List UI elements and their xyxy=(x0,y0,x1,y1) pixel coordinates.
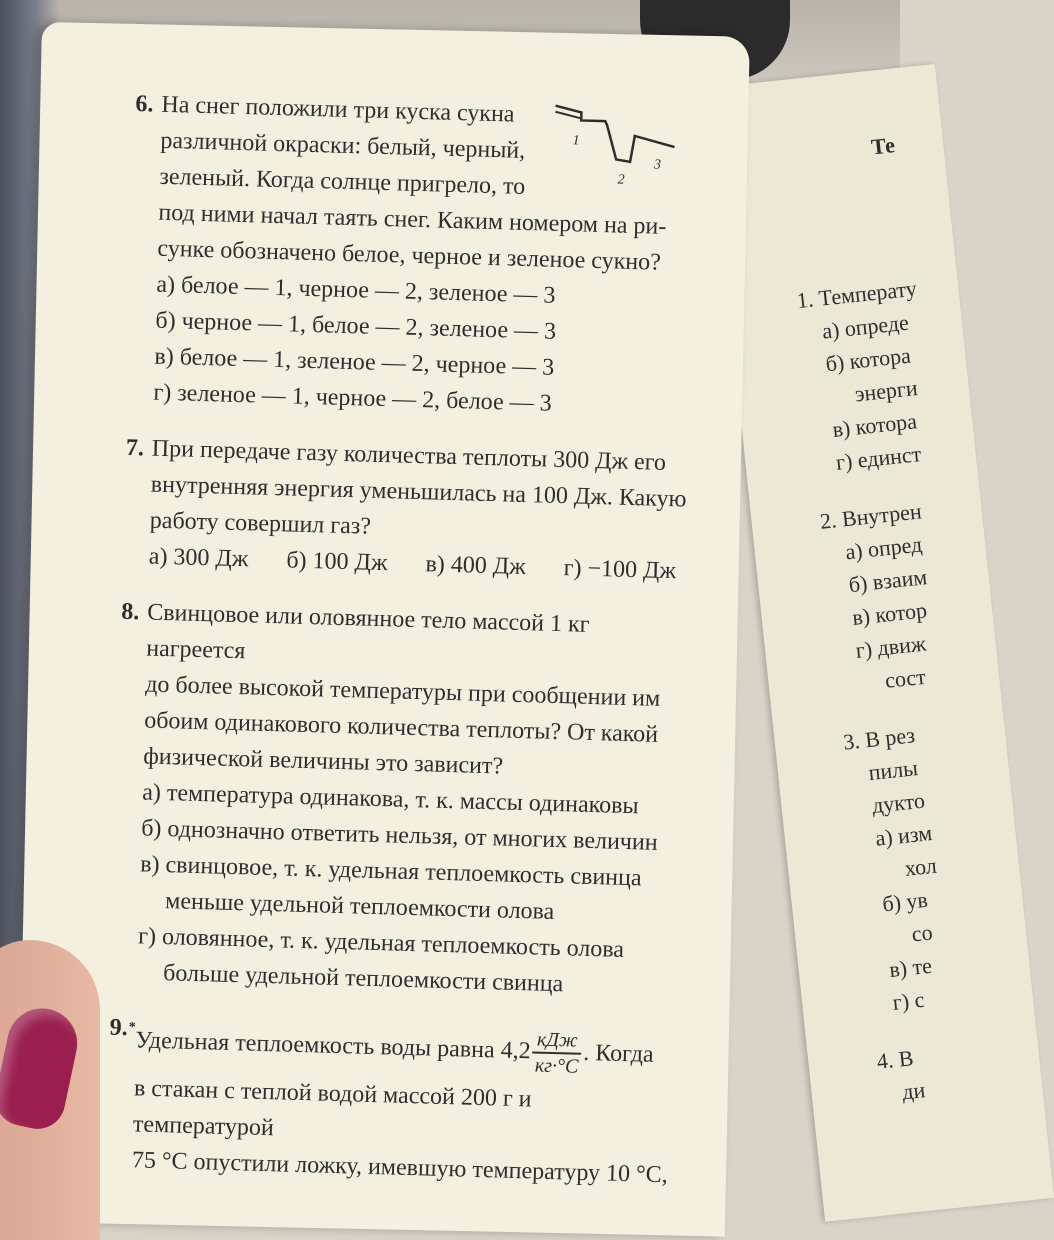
fraction-numerator: кДж xyxy=(533,1028,582,1055)
right-line: 2. Внутрен xyxy=(818,498,923,534)
problem-text xyxy=(143,595,692,790)
answer-option: в) свинцовое, т. к. удельная теплоемкость свинца xyxy=(139,851,642,892)
right-line: 3. В рез xyxy=(841,722,917,755)
right-line: 4. В xyxy=(875,1045,915,1074)
fraction-denominator: кг·°С xyxy=(534,1055,579,1079)
right-line: пилы xyxy=(867,755,919,786)
text-line: зеленый. Когда солнце пригрело, то xyxy=(159,163,526,200)
right-line: в) те xyxy=(888,952,933,983)
right-line: дукто xyxy=(870,787,927,818)
right-line: б) ув xyxy=(881,886,929,917)
right-page-header: Те xyxy=(869,132,897,160)
problem-text xyxy=(149,431,696,554)
text-line: 75 °С опустили ложку, имевшую температуру 10 °С, xyxy=(131,1147,669,1189)
right-line: б) взаим xyxy=(847,564,929,598)
answer-option: а) белое — 1, черное — 2, зеленое — 3 xyxy=(156,271,556,309)
snow-cloth-figure xyxy=(553,98,685,192)
problem-number: 6. xyxy=(135,90,154,118)
text-fragment: Удельная теплоемкость воды равна 4,2 xyxy=(134,1027,532,1065)
right-line: 1. Температу xyxy=(795,275,918,314)
text-line: различной окраски: белый, черный, xyxy=(160,127,526,164)
answer-option-continued: меньше удельной теплоемкости олова xyxy=(164,888,555,925)
right-line: сост xyxy=(883,663,927,693)
text-line: до более высокой температуры при сообщении им xyxy=(144,671,661,712)
difficulty-star: * xyxy=(128,1020,136,1036)
answer-option: г) зеленое — 1, черное — 2, белое — 3 xyxy=(153,379,553,417)
answer-option: в) 400 Дж xyxy=(425,551,527,581)
text-line: под ними начал таять снег. Каким номером на ри- xyxy=(158,199,667,240)
problem-number: 8. xyxy=(120,598,140,626)
text-line: в стакан с теплой водой массой 200 г и температурой xyxy=(132,1075,532,1142)
answer-option: г) −100 Дж xyxy=(563,555,677,585)
right-line: г) с xyxy=(891,986,926,1015)
answer-option: а) 300 Дж xyxy=(148,543,249,573)
problem-number-text: 9. xyxy=(109,1014,129,1042)
answer-option-continued: больше удельной теплоемкости свинца xyxy=(162,960,564,998)
right-line: в) котора xyxy=(831,408,918,443)
right-line: хол xyxy=(903,852,938,881)
right-line: г) движ xyxy=(854,630,928,663)
problem-6 xyxy=(127,86,706,426)
figure-label-2: 2 xyxy=(617,172,625,188)
text-line: физической величины это зависит? xyxy=(142,743,504,780)
right-line: а) опреде xyxy=(820,309,910,344)
right-line: со xyxy=(910,919,934,947)
text-line: работу совершил газ? xyxy=(149,507,372,540)
text-line: сунке обозначено белое, черное и зеленое сукно? xyxy=(157,235,662,276)
problem-8 xyxy=(111,594,692,1006)
left-page-text xyxy=(105,86,706,1213)
problem-number xyxy=(109,1010,136,1047)
text-fragment: . Когда xyxy=(582,1039,654,1068)
problem-number: 7. xyxy=(125,434,145,462)
answer-option: г) оловянное, т. к. удельная теплоемкость олова xyxy=(137,923,625,963)
figure-label-3: 3 xyxy=(653,157,662,173)
answer-option: б) 100 Дж xyxy=(286,547,388,577)
text-line: При передаче газу количества теплоты 300 Дж его xyxy=(151,435,667,476)
right-line: г) единст xyxy=(834,441,923,475)
right-line: а) изм xyxy=(874,819,934,851)
figure-label-1: 1 xyxy=(572,133,580,149)
right-line: а) опред xyxy=(844,531,924,565)
right-line: ди xyxy=(900,1077,927,1105)
right-line: энерги xyxy=(853,375,919,407)
text-line: внутренняя энергия уменьшилась на 100 Дж. Какую xyxy=(150,471,687,513)
problem-9 xyxy=(106,1010,680,1194)
text-line: обоим одинакового количества теплоты? От какой xyxy=(143,707,659,748)
answer-option: а) температура одинакова, т. к. массы одинаковы xyxy=(141,779,639,820)
right-line: б) котора xyxy=(824,342,912,377)
specific-heat-fraction xyxy=(532,1028,582,1079)
right-line: в) котор xyxy=(851,597,929,630)
answer-option: в) белое — 1, зеленое — 2, черное — 3 xyxy=(154,343,555,381)
problem-7 xyxy=(122,430,696,590)
text-line: На снег положили три куска сукна xyxy=(161,91,515,128)
text-line: Свинцовое или оловянное тело массой 1 кг нагреется xyxy=(145,599,590,665)
answer-option: б) однозначно ответить нельзя, от многих величин xyxy=(140,815,658,856)
answer-option: б) черное — 1, белое — 2, зеленое — 3 xyxy=(155,307,557,345)
